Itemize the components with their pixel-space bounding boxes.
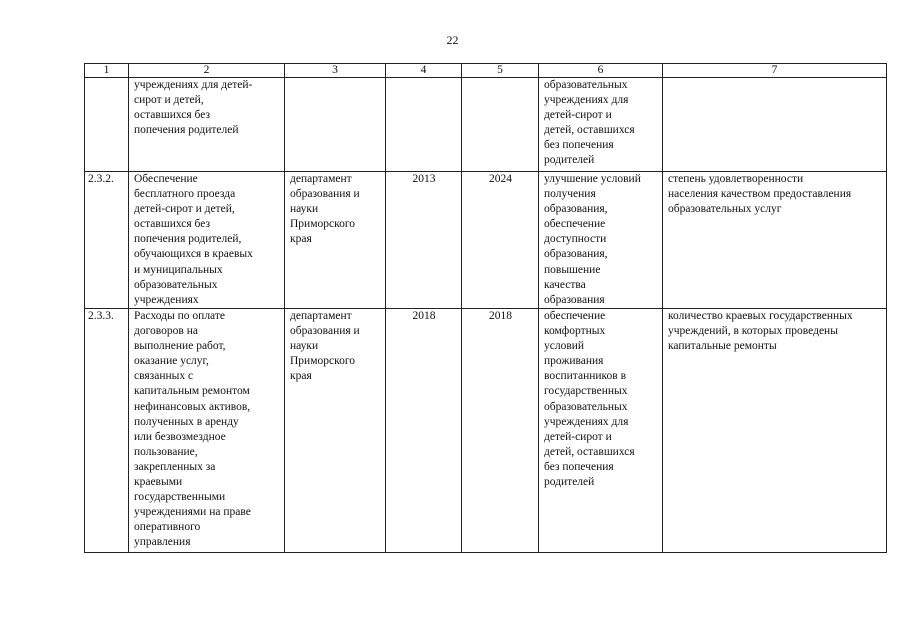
table-row xyxy=(85,78,887,172)
start-year-cell xyxy=(386,78,462,172)
table-row xyxy=(85,172,887,309)
end-year-cell xyxy=(462,78,539,172)
activity-name-cell: Обеспечение бесплатного проезда детей-сирот и детей, оставшихся без попечения родителей, обучающихся в краевых и муниципальных образовательных учреждениях xyxy=(129,172,285,309)
program-activities-table xyxy=(84,63,887,553)
end-year-cell: 2024 xyxy=(462,172,539,309)
page-number: 22 xyxy=(446,33,459,47)
indicator-cell: количество краевых государственных учреждений, в которых проведены капитальные ремонты xyxy=(663,309,887,553)
item-number-cell xyxy=(85,78,129,172)
expected-result-cell: улучшение условий получения образования, обеспечение доступности образования, повышение качества образования xyxy=(539,172,663,309)
end-year-cell: 2018 xyxy=(462,309,539,553)
item-number-cell: 2.3.3. xyxy=(85,309,129,553)
column-header: 3 xyxy=(285,64,386,78)
executor-cell: департамент образования и науки Приморского края xyxy=(285,309,386,553)
expected-result-cell: обеспечение комфортных условий проживания воспитанников в государственных образовательных учреждениях для детей-сирот и детей, оставшихся без попечения родителей xyxy=(539,309,663,553)
indicator-cell xyxy=(663,78,887,172)
column-header: 2 xyxy=(129,64,285,78)
expected-result-cell: образовательных учреждениях для детей-сирот и детей, оставшихся без попечения родителей xyxy=(539,78,663,172)
table-header-row xyxy=(85,64,887,78)
table-row xyxy=(85,309,887,553)
column-header: 1 xyxy=(85,64,129,78)
item-number-cell: 2.3.2. xyxy=(85,172,129,309)
start-year-cell: 2013 xyxy=(386,172,462,309)
start-year-cell: 2018 xyxy=(386,309,462,553)
activity-name-cell: учреждениях для детей- сирот и детей, оставшихся без попечения родителей xyxy=(129,78,285,172)
column-header: 4 xyxy=(386,64,462,78)
column-header: 7 xyxy=(663,64,887,78)
executor-cell: департамент образования и науки Приморского края xyxy=(285,172,386,309)
column-header: 5 xyxy=(462,64,539,78)
column-header: 6 xyxy=(539,64,663,78)
indicator-cell: степень удовлетворенности населения качеством предоставления образовательных услуг xyxy=(663,172,887,309)
activity-name-cell: Расходы по оплате договоров на выполнение работ, оказание услуг, связанных с капитальным ремонтом нефинансовых активов, полученных в аренду или безвозмездное пользование, закрепленных за краевыми государственными учреждениями на праве оперативного управления xyxy=(129,309,285,553)
executor-cell xyxy=(285,78,386,172)
